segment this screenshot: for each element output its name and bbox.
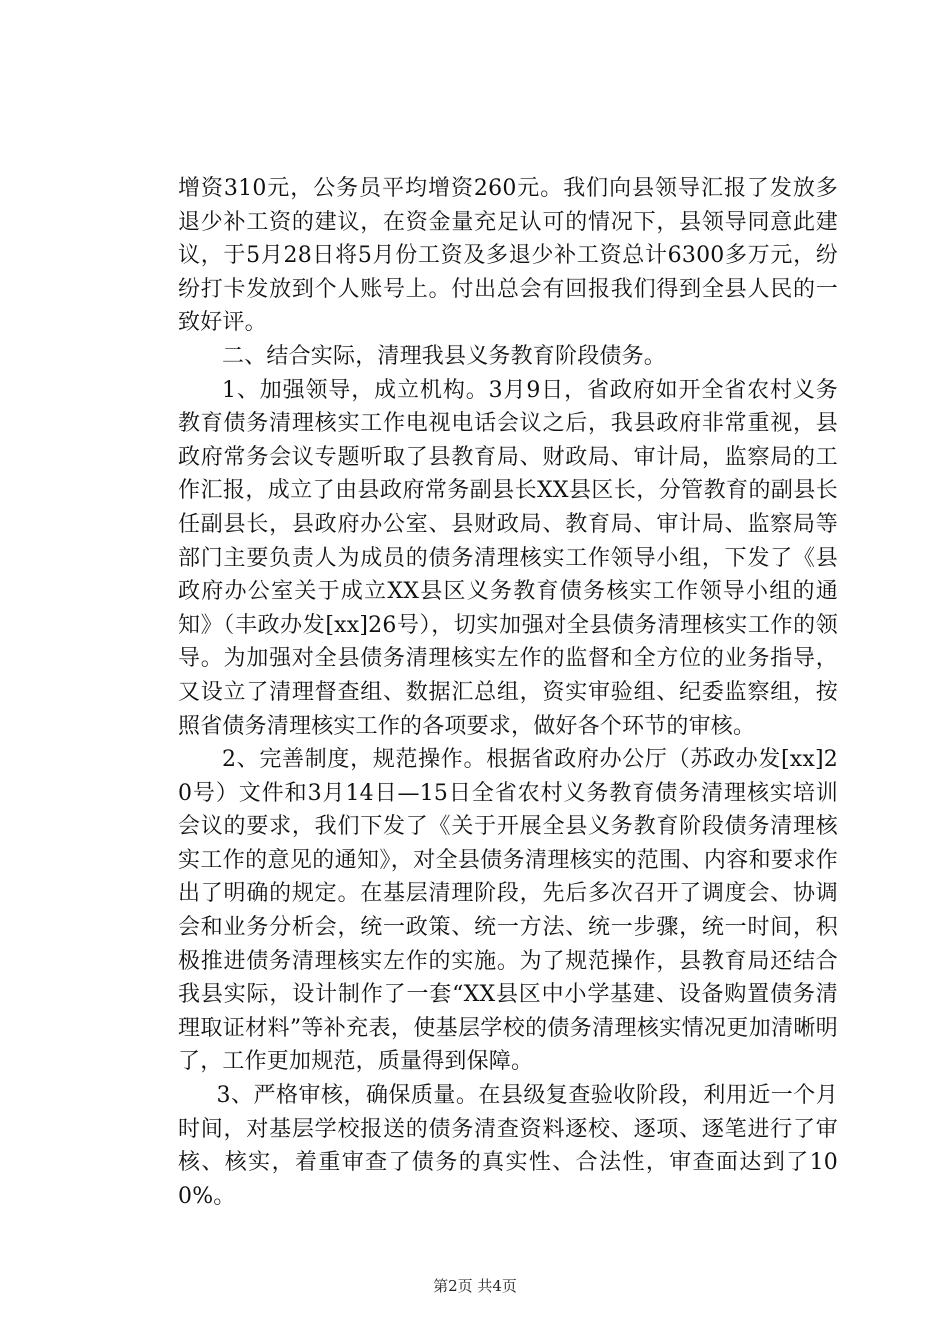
section-heading-debt-clearance: 二、结合实际，清理我县义务教育阶段债务。 (222, 343, 667, 369)
paragraph-strengthen-leadership: 1、加强领导，成立机构。3月9日，省政府如开全省农村义务教育债务清理核实工作电视电话会议之后，我县政府非常重视，县政府常务会议专题听取了县教育局、财政局、审计局，监察局的工作汇报，成立了由县政府常务副县长XX县区长，分管教育的副县长任副县长，县政府办公室、县财政局、教育局、审计局、监察局等部门主要负责人为成员的债务清理核实工作领导小组，下发了《县政府办公室关于成立XX县区义务教育债务核实工作领导小组的通知》（丰政办发[xx]26号），切实加强对全县债务清理核实工作的领导。为加强对全县债务清理核实左作的监督和全方位的业务指导，又设立了清理督查组、数据汇总组，资实审验组、纪委监察组，按照省债务清理核实工作的各项要求，做好各个环节的审核。 (178, 377, 838, 739)
paragraph-improve-system: 2、完善制度，规范操作。根据省政府办公厅（苏政办发[xx]20号）文件和3月14日—15日全省农村义务教育债务清理核实培训会议的要求，我们下发了《关于开展全县义务教育阶段债务清理核实工作的意见的通知》，对全县债务清理核实的范围、内容和要求作出了明确的规定。在基层清理阶段，先后多次召开了调度会、协调会和业务分析会，统一政策、统一方法、统一步骤，统一时间，积极推进债务清理核实左作的实施。为了规范操作，县教育局还结合我县实际，设计制作了一套“XX县区中小学基建、设备购置债务清理取证材料”等补充表，使基层学校的债务清理核实情况更加清晰明了，工作更加规范，质量得到保障。 (178, 747, 838, 1075)
paragraph-strict-review: 3、严格审核，确保质量。在县级复查验收阶段，利用近一个月时间，对基层学校报送的债务清查资料逐校、逐项、逐笔进行了审核、核实，着重审查了债务的真实性、合法性，审查面达到了100%。 (178, 1083, 838, 1209)
paragraph-salary-increase: 增资310元，公务员平均增资260元。我们向县领导汇报了发放多退少补工资的建议，在资金量充足认可的情况下，县领导同意此建议，于5月28日将5月份工资及多退少补工资总计6300多万元，纷纷打卡发放到个人账号上。付出总会有回报我们得到全县人民的一致好评。 (178, 176, 838, 336)
document-body (178, 172, 838, 1213)
page-footer: 第2页 共4页 (433, 1277, 517, 1295)
